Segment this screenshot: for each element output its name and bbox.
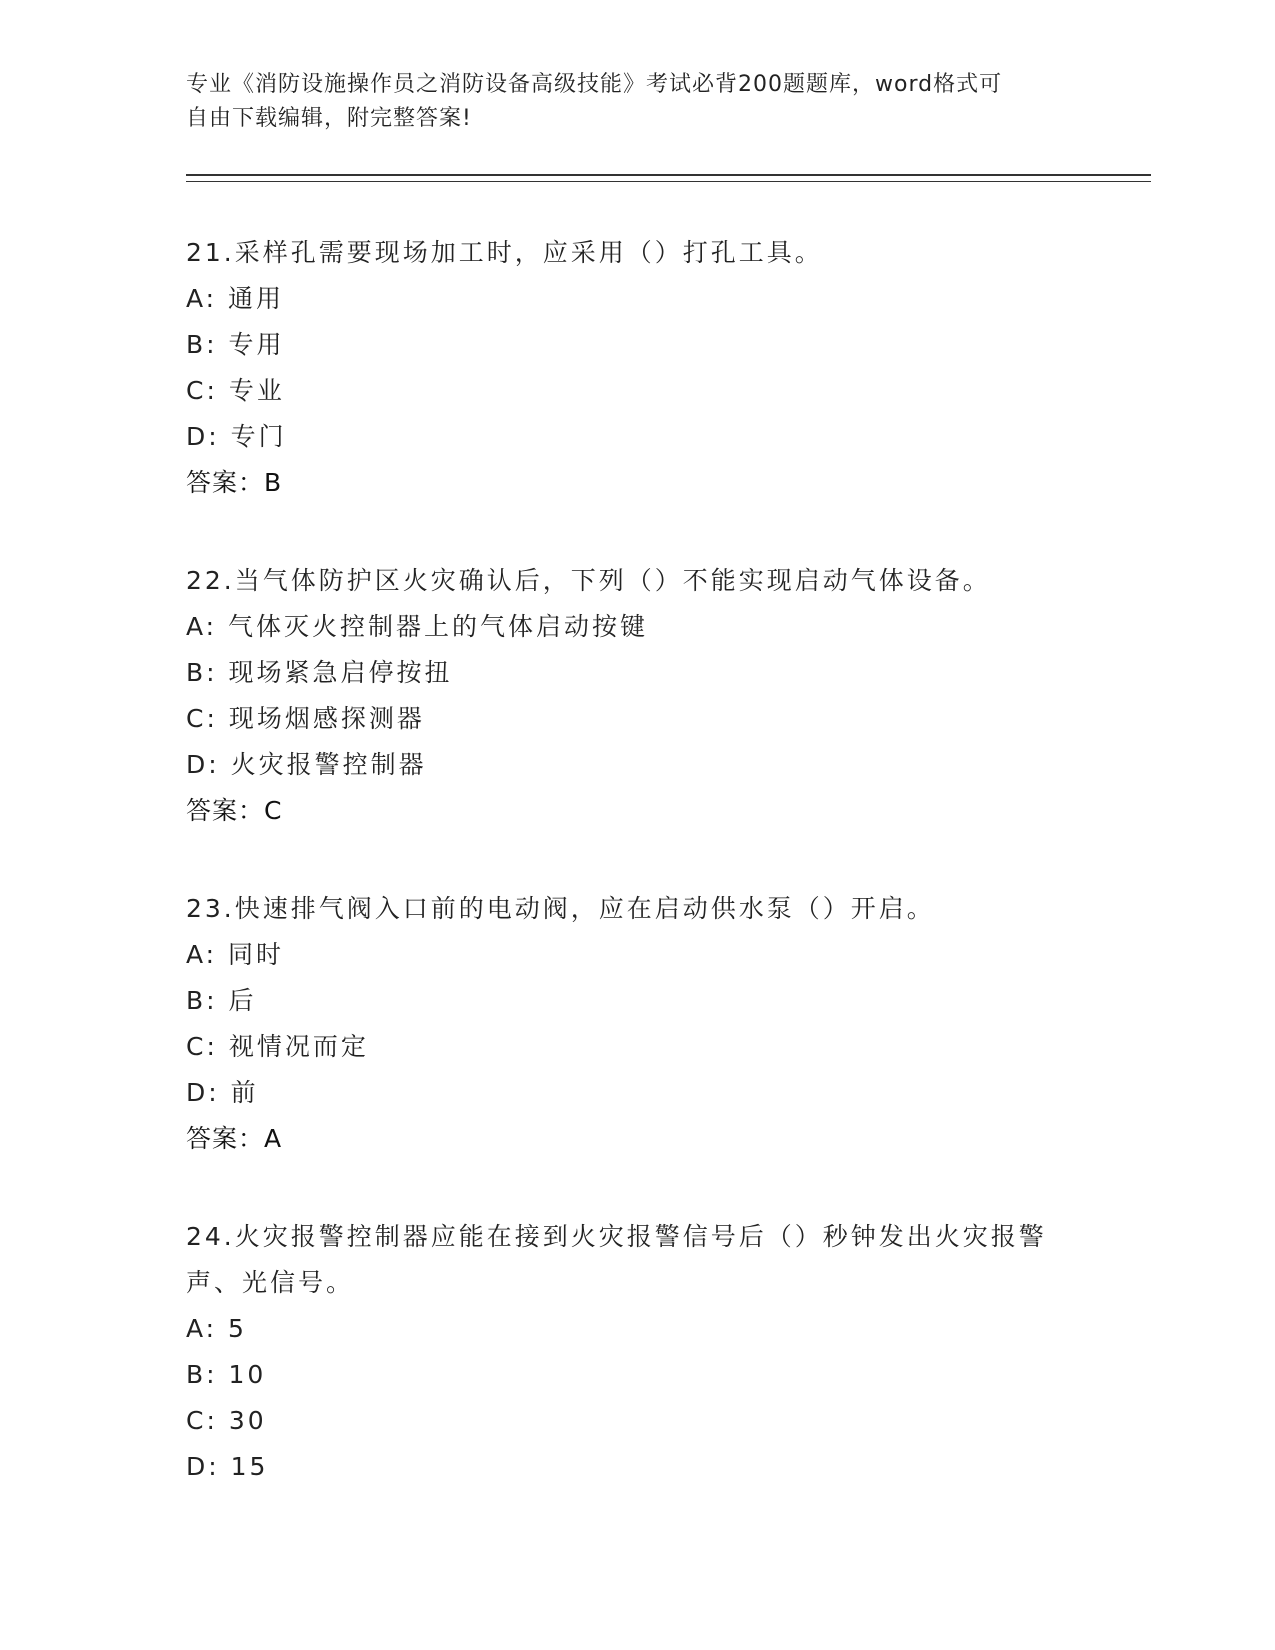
option-c: C: 现场烟感探测器 (186, 704, 425, 733)
answer-line: 答案：A (186, 1124, 283, 1153)
option-d: D: 前 (186, 1078, 259, 1107)
document-page (186, 68, 1151, 1542)
header-line-2: 自由下载编辑，附完整答案! (186, 106, 472, 131)
option-d: D: 火灾报警控制器 (186, 750, 427, 779)
question-23 (186, 886, 1151, 1162)
option-a: A: 气体灭火控制器上的气体启动按键 (186, 612, 649, 641)
option-b: B: 现场紧急启停按扭 (186, 658, 453, 687)
option-a: A: 5 (186, 1314, 247, 1343)
document-header (186, 68, 1066, 136)
question-stem: 22.当气体防护区火灾确认后，下列（）不能实现启动气体设备。 (186, 566, 991, 595)
option-b: B: 10 (186, 1360, 267, 1389)
question-22 (186, 558, 1151, 834)
header-line-1: 专业《消防设施操作员之消防设备高级技能》考试必背200题题库，word格式可 (186, 72, 1003, 97)
question-stem: 21.采样孔需要现场加工时，应采用（）打孔工具。 (186, 238, 823, 267)
answer-line: 答案：C (186, 796, 283, 825)
option-b: B: 后 (186, 986, 257, 1015)
option-d: D: 15 (186, 1452, 269, 1481)
option-b: B: 专用 (186, 330, 285, 359)
question-stem: 24.火灾报警控制器应能在接到火灾报警信号后（）秒钟发出火灾报警声、光信号。 (186, 1222, 1047, 1297)
answer-line: 答案：B (186, 468, 283, 497)
option-d: D: 专门 (186, 422, 287, 451)
question-24 (186, 1214, 1151, 1490)
option-a: A: 同时 (186, 940, 285, 969)
question-stem: 23.快速排气阀入口前的电动阀，应在启动供水泵（）开启。 (186, 894, 935, 923)
option-c: C: 视情况而定 (186, 1032, 369, 1061)
header-divider (186, 174, 1151, 182)
option-c: C: 30 (186, 1406, 267, 1435)
option-a: A: 通用 (186, 284, 285, 313)
question-21 (186, 230, 1151, 506)
option-c: C: 专业 (186, 376, 285, 405)
question-list (186, 230, 1151, 1490)
